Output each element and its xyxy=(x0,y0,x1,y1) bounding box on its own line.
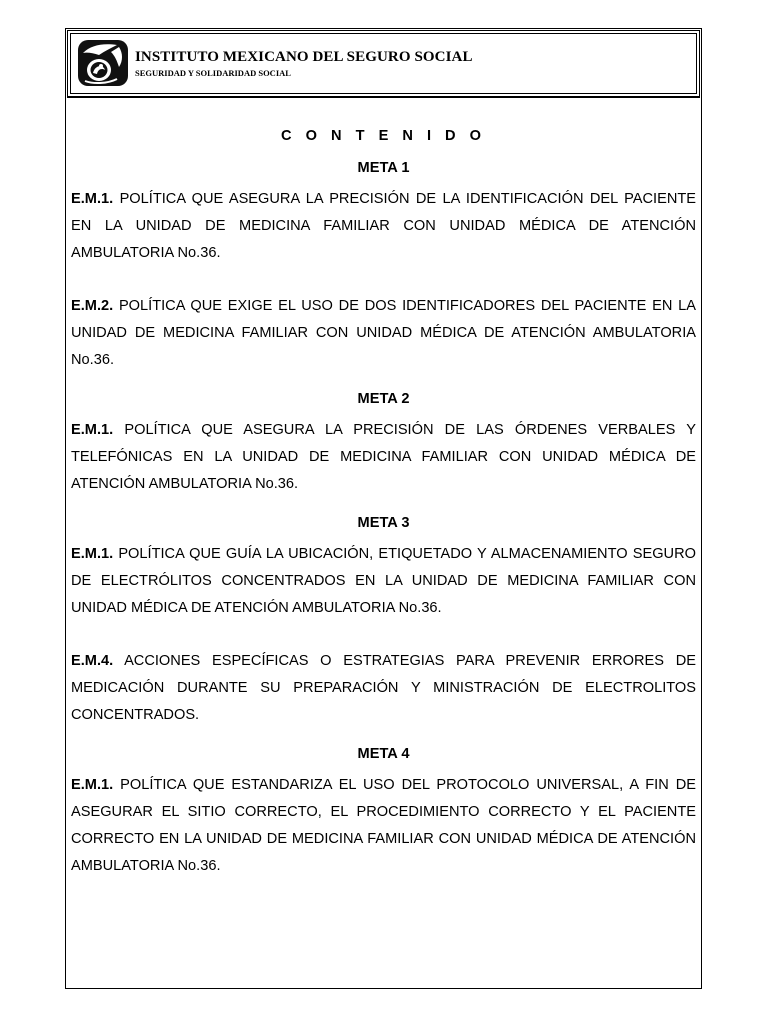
policy-text: POLÍTICA QUE GUÍA LA UBICACIÓN, ETIQUETADO Y ALMACENAMIENTO SEGURO DE ELECTRÓLITOS CONCENTRADOS EN LA UNIDAD DE MEDICINA FAMILIAR CON UNIDAD MÉDICA DE ATENCIÓN AMBULATORIA No.36. xyxy=(71,546,696,616)
policy-text: POLÍTICA QUE ASEGURA LA PRECISIÓN DE LAS ÓRDENES VERBALES Y TELEFÓNICAS EN LA UNIDAD DE MEDICINA FAMILIAR CON UNIDAD MÉDICA DE ATENCIÓN AMBULATORIA No.36. xyxy=(71,422,696,492)
section-heading-meta-4: META 4 xyxy=(357,746,410,762)
policy-text: ACCIONES ESPECÍFICAS O ESTRATEGIAS PARA PREVENIR ERRORES DE MEDICACIÓN DURANTE SU PREPARACIÓN Y MINISTRACIÓN DE ELECTROLITOS CONCENTRADOS. xyxy=(71,653,696,723)
letterhead-inner-border xyxy=(70,33,697,94)
spacer xyxy=(71,622,696,648)
letterhead xyxy=(67,30,700,98)
spacer xyxy=(71,267,696,293)
policy-item xyxy=(71,541,696,622)
spacer xyxy=(71,729,696,742)
section-heading-meta-2: META 2 xyxy=(357,391,410,407)
policy-code: E.M.1. xyxy=(71,191,114,207)
imss-eagle-logo-icon xyxy=(77,39,129,87)
policy-item xyxy=(71,648,696,729)
policy-text: POLÍTICA QUE ASEGURA LA PRECISIÓN DE LA IDENTIFICACIÓN DEL PACIENTE EN LA UNIDAD DE MEDICINA FAMILIAR CON UNIDAD MÉDICA DE ATENCIÓN AMBULATORIA No.36. xyxy=(71,191,697,261)
policy-code: E.M.2. xyxy=(71,298,114,314)
spacer xyxy=(71,498,696,511)
policy-item xyxy=(71,293,696,374)
document-title: C O N T E N I D O xyxy=(281,128,486,144)
policy-item xyxy=(71,772,696,880)
section-heading-meta-1: META 1 xyxy=(357,160,410,176)
policy-code: E.M.1. xyxy=(71,546,114,562)
policy-item xyxy=(71,186,696,267)
spacer xyxy=(71,374,696,387)
policy-code: E.M.1. xyxy=(71,777,114,793)
institution-name: INSTITUTO MEXICANO DEL SEGURO SOCIAL xyxy=(135,49,473,65)
section-heading-meta-3: META 3 xyxy=(357,515,410,531)
document-body xyxy=(71,124,696,880)
policy-item xyxy=(71,417,696,498)
policy-text: POLÍTICA QUE ESTANDARIZA EL USO DEL PROTOCOLO UNIVERSAL, A FIN DE ASEGURAR EL SITIO CORRECTO, EL PROCEDIMIENTO CORRECTO Y EL PACIENTE CORRECTO EN LA UNIDAD DE MEDICINA FAMILIAR CON UNIDAD MÉDICA DE ATENCIÓN AMBULATORIA No.36. xyxy=(71,777,696,874)
institution-motto: SEGURIDAD Y SOLIDARIDAD SOCIAL xyxy=(135,68,291,78)
policy-code: E.M.4. xyxy=(71,653,114,669)
policy-text: POLÍTICA QUE EXIGE EL USO DE DOS IDENTIFICADORES DEL PACIENTE EN LA UNIDAD DE MEDICINA FAMILIAR CON UNIDAD MÉDICA DE ATENCIÓN AMBULATORIA No.36. xyxy=(71,298,697,368)
policy-code: E.M.1. xyxy=(71,422,114,438)
